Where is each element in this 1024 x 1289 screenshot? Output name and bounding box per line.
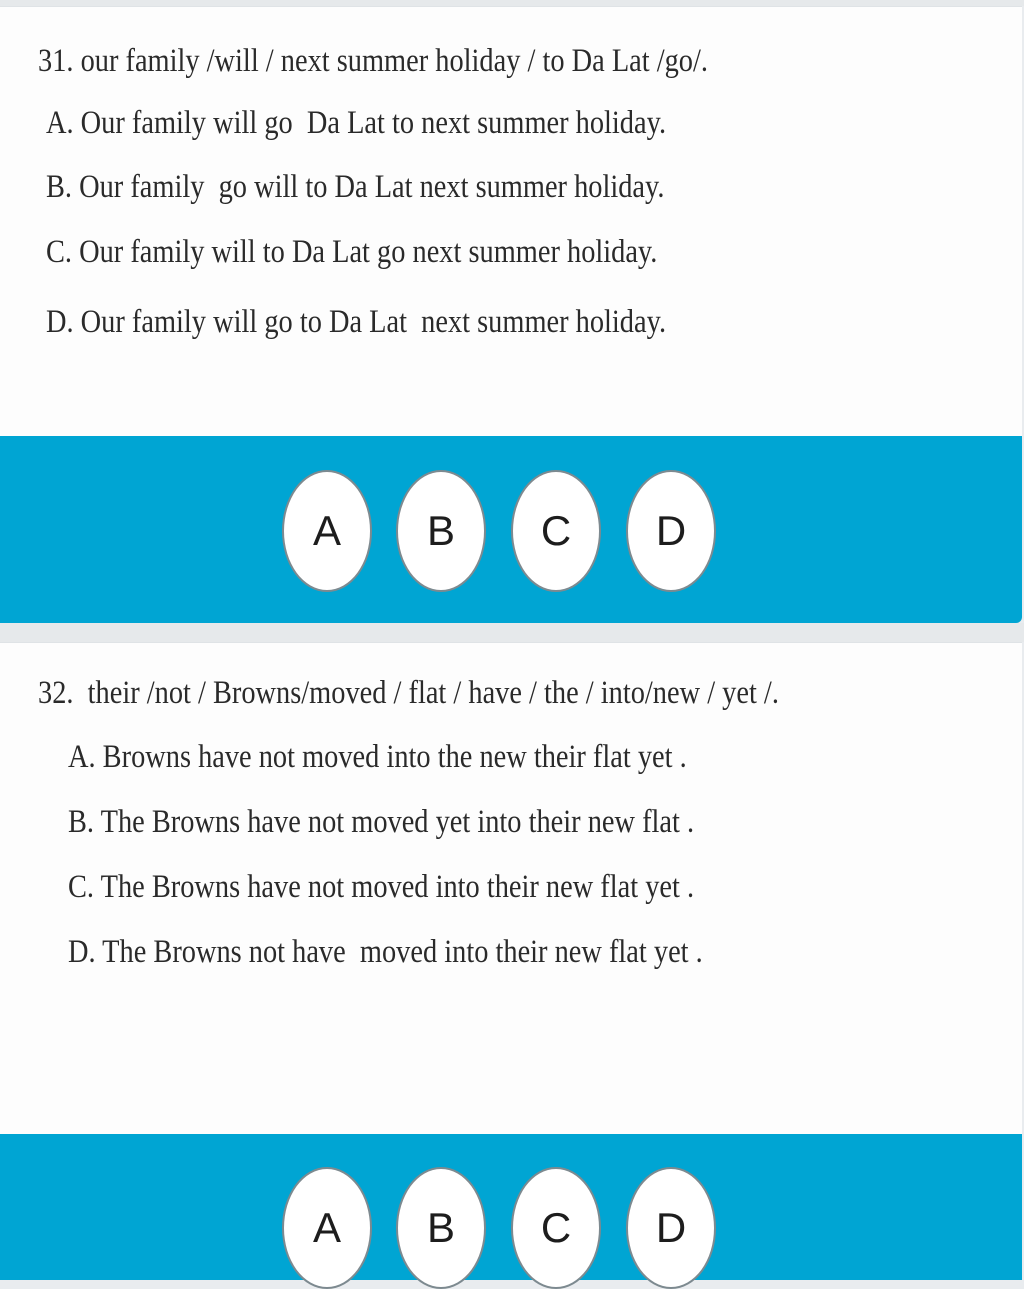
question-31-prompt: 31. our family /will / next summer holiday / to Da Lat /go/. [38,43,708,79]
question-card-32 [0,642,1022,1135]
question-31-option-b: B. Our family go will to Da Lat next summer holiday. [46,169,665,205]
answer-button-d[interactable]: D [626,1167,716,1289]
section-gap [0,623,1024,642]
question-32-option-a: A. Browns have not moved into the new their flat yet . [68,739,687,775]
question-31-option-a: A. Our family will go Da Lat to next summer holiday. [46,105,667,141]
question-32-option-b: B. The Browns have not moved yet into their new flat . [68,804,695,840]
answer-button-b[interactable]: B [396,1167,486,1289]
answer-button-a[interactable]: A [282,470,372,592]
answer-band-32 [0,1134,1022,1280]
question-31-option-c: C. Our family will to Da Lat go next summer holiday. [46,234,658,270]
question-31-option-d: D. Our family will go to Da Lat next summer holiday. [46,304,667,340]
answer-button-d[interactable]: D [626,470,716,592]
question-32-prompt: 32. their /not / Browns/moved / flat / have / the / into/new / yet /. [38,675,779,711]
answer-button-b[interactable]: B [396,470,486,592]
question-32-option-c: C. The Browns have not moved into their new flat yet . [68,869,695,905]
answer-button-c[interactable]: C [511,470,601,592]
question-card-31 [0,6,1022,437]
question-32-option-d: D. The Browns not have moved into their new flat yet . [68,934,703,970]
answer-band-31 [0,436,1022,623]
answer-button-a[interactable]: A [282,1167,372,1289]
answer-button-c[interactable]: C [511,1167,601,1289]
